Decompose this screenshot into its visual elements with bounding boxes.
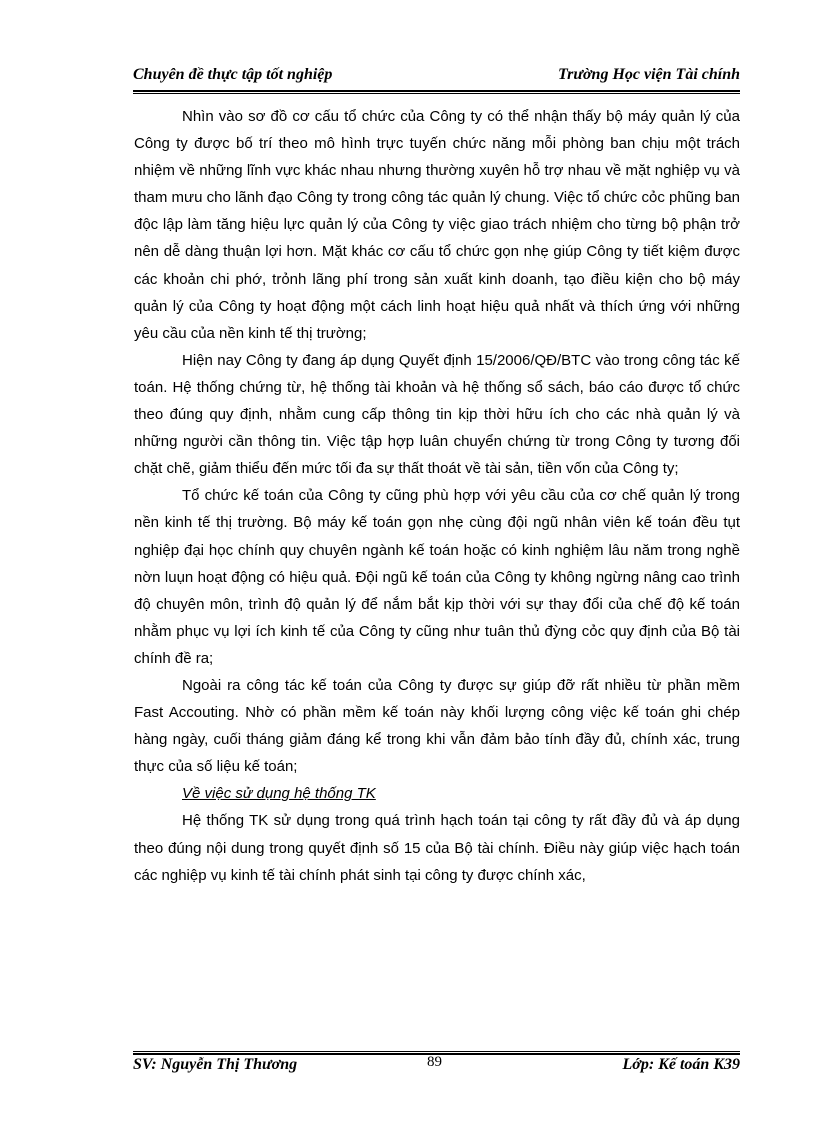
header-rule-thick	[133, 90, 740, 92]
footer-student-name: SV: Nguyễn Thị Thương	[133, 1056, 298, 1073]
page-header	[133, 64, 740, 92]
page-body	[134, 103, 740, 889]
page-footer	[133, 1054, 740, 1080]
header-left-title: Chuyên đề thực tập tốt nghiệp	[133, 66, 333, 83]
header-rule-thin	[133, 93, 740, 94]
page-number: 89	[427, 1054, 442, 1070]
section-heading: Về việc sử dụng hệ thống TK	[182, 785, 376, 803]
header-right-title: Trường Học viện Tài chính	[557, 66, 740, 83]
paragraph-account-system: Hệ thống TK sử dụng trong quá trình hạch toán tại công ty rất đầy đủ và áp dụng theo đúng nội dung trong quyết định số 15 của Bộ tài chính. Điều này giúp việc hạch toán các nghiệp vụ kinh tế tài chính phát sinh tại công ty được chính xác,	[134, 812, 740, 884]
paragraph-fast-accounting: Ngoài ra công tác kế toán của Công ty được sự giúp đỡ rất nhiều từ phần mềm Fast Accouting. Nhờ có phần mềm kế toán này khối lượng công việc kế toán ghi chép hàng ngày, cuối tháng giảm đáng kể trong khi vẫn đảm bảo tính đầy đủ, chính xác, trung thực của số liệu kế toán;	[134, 676, 740, 776]
paragraph-org-structure: Nhìn vào sơ đồ cơ cấu tổ chức của Công ty có thể nhận thấy bộ máy quản lý của Công ty được bố trí theo mô hình trực tuyến chức năng mỗi phòng ban chịu một trách nhiệm về những lĩnh vực khác nhau nhưng thường xuyên hỗ trợ nhau về mặt nghiệp vụ và tham mưu cho lãnh đạo Công ty trong công tác quản lý chung. Việc tổ chức cỏc phũng ban độc lập làm tăng hiệu lực quản lý của Công ty việc giao trách nhiệm cho từng bộ phận trở nên dễ dàng thuận lợi hơn. Mặt khác cơ cấu tổ chức gọn nhẹ giúp Công ty tiết kiệm được các khoản chi phớ, trỏnh lãng phí trong sản xuất kinh doanh, tạo điều kiện cho bộ máy quản lý của Công ty hoạt động một cách linh hoạt hiệu quả nhất và thích ứng với những yêu cầu của nền kinh tế thị trường;	[134, 108, 740, 342]
paragraph-decision-15: Hiện nay Công ty đang áp dụng Quyết định 15/2006/QĐ/BTC vào trong công tác kế toán. Hệ thống chứng từ, hệ thống tài khoản và hệ thống sổ sách, báo cáo được tổ chức theo đúng quy định, nhằm cung cấp thông tin kịp thời hữu ích cho các nhà quản lý và những người cần thông tin. Việc tập hợp luân chuyển chứng từ trong Công ty tương đối chặt chẽ, giảm thiểu đến mức tối đa sự thất thoát về tài sản, tiền vốn của Công ty;	[134, 351, 740, 478]
footer-rule-thin	[133, 1051, 740, 1052]
footer-class-name: Lớp: Kế toán K39	[622, 1056, 740, 1073]
paragraph-accounting-org: Tổ chức kế toán của Công ty cũng phù hợp với yêu cầu của cơ chế quản lý trong nền kinh tế thị trường. Bộ máy kế toán gọn nhẹ cùng đội ngũ nhân viên kế toán đều tụt nghiệp đại học chính quy chuyên ngành kế toán hoặc có kinh nghiệm lâu năm trong nghề nờn luụn hoạt động có hiệu quả. Đội ngũ kế toán của Công ty không ngừng nâng cao trình độ chuyên môn, trình độ quản lý để nắm bắt kịp thời với sự thay đổi của chế độ kế toán nhằm phục vụ lợi ích kinh tế của Công ty cũng như tuân thủ đỳng cỏc quy định của Bộ tài chính đề ra;	[134, 487, 740, 667]
